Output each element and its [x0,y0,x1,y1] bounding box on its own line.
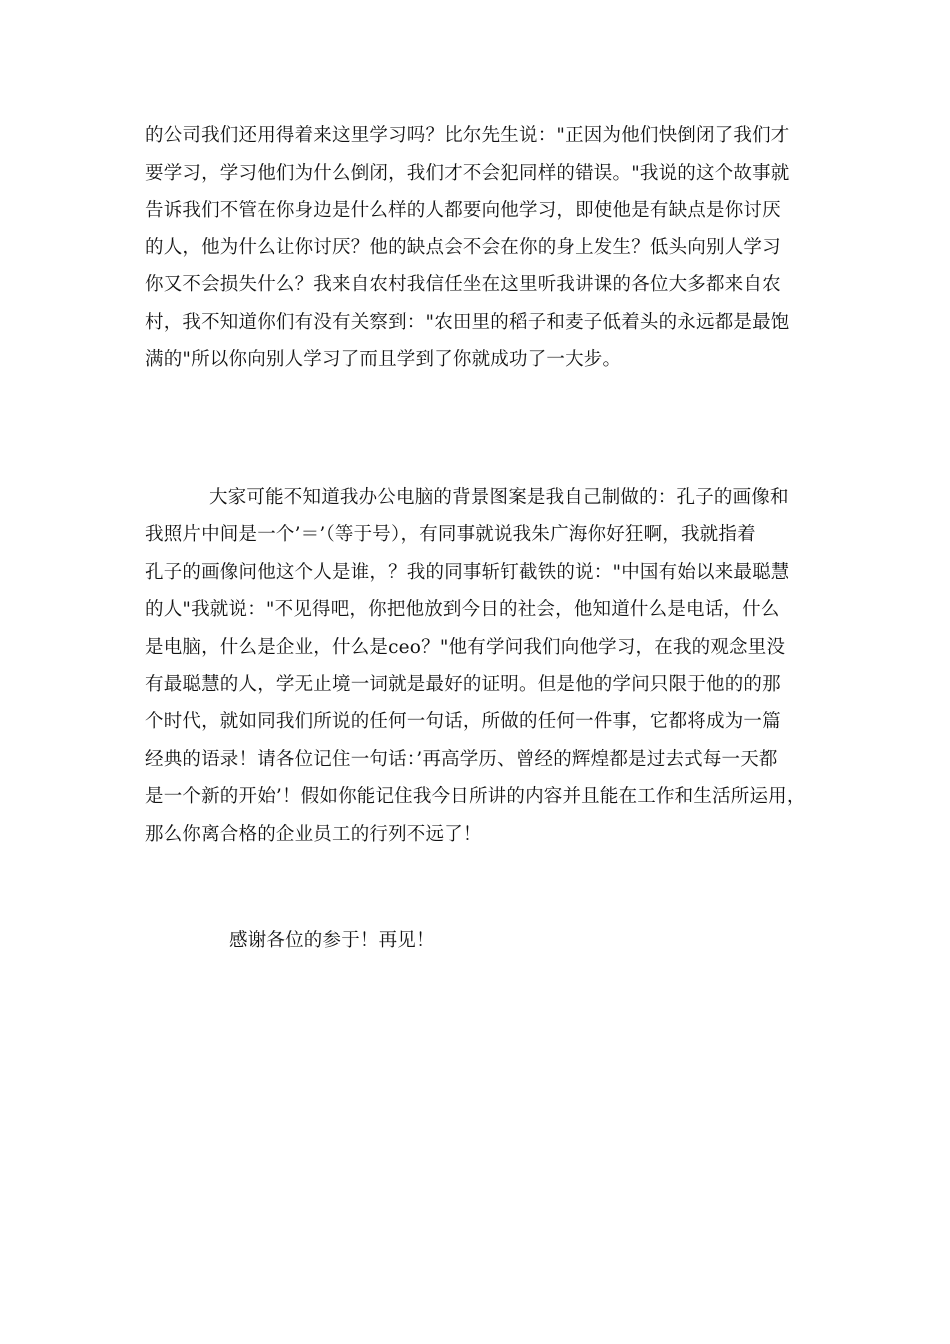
text-line: 有最聪慧的人，学无止境一词就是最好的证明。但是他的学问只限于他的的那 [145,674,781,695]
text-line: 个时代，就如同我们所说的任何一句话，所做的任何一件事，它都将成为一篇 [145,711,781,732]
text-line: 我照片中间是一个’＝’（等于号），有同事就说我朱广海你好狂啊，我就指着 [145,524,756,545]
text-line: 的公司我们还用得着来这里学习吗？比尔先生说："正因为他们快倒闭了我们才 [145,125,790,146]
text-line: 的人，他为什么让你讨厌？他的缺点会不会在你的身上发生？低头向别人学习 [145,237,781,258]
text-line: 满的"所以你向别人学习了而且学到了你就成功了一大步。 [145,349,622,370]
text-line: 是电脑，什么是企业，什么是ceo？"他有学问我们向他学习，在我的观念里没 [145,637,786,658]
text-line: 村，我不知道你们有没有关察到："农田里的稻子和麦子低着头的永远都是最饱 [145,312,790,333]
text-line: 大家可能不知道我办公电脑的背景图案是我自己制做的：孔子的画像和 [209,487,789,508]
text-line: 你又不会损失什么？我来自农村我信任坐在这里听我讲课的各位大多都来自农 [145,274,781,295]
text-line: 孔子的画像问他这个人是谁，？我的同事斩钉截铁的说："中国有始以来最聪慧 [145,562,790,583]
text-line: 要学习，学习他们为什么倒闭，我们才不会犯同样的错误。"我说的这个故事就 [145,163,790,184]
text-line: 那么你离合格的企业员工的行列不远了！ [145,824,482,845]
text-line: 经典的语录！请各位记住一句话：’再高学历、曾经的辉煌都是过去式每一天都 [145,749,778,770]
text-line: 告诉我们不管在你身边是什么样的人都要向他学习，即使他是有缺点是你讨厌 [145,200,781,221]
closing-line: 感谢各位的参于！再见！ [229,930,435,951]
text-line: 的人"我就说："不见得吧，你把他放到今日的社会，他知道什么是电话，什么 [145,599,780,620]
text-line: 是一个新的开始’！假如你能记住我今日所讲的内容并且能在工作和生活所运用， [145,786,806,807]
